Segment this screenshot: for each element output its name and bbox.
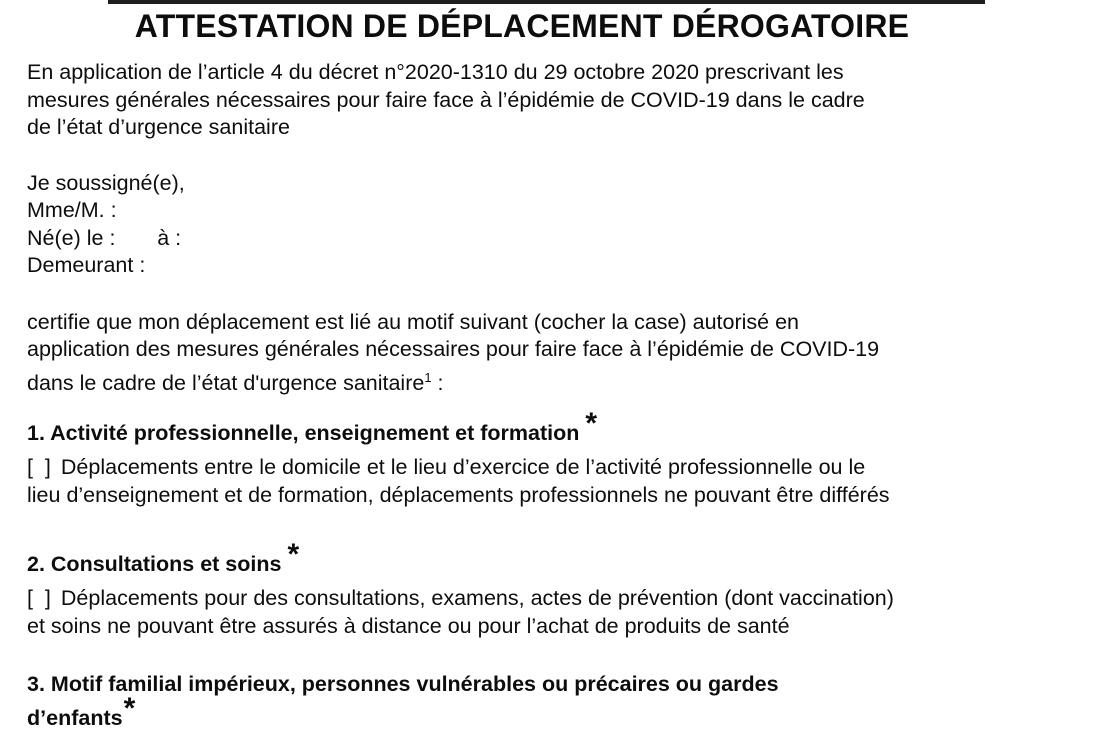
section-heading-text: 1. Activité professionnelle, enseignement et formation [27, 421, 580, 445]
section-motif-2 [27, 538, 1080, 640]
text-line [27, 585, 1080, 613]
text-segment: Déplacements entre le domicile et le lieu d’exercice de l’activité professionnelle ou le [60, 455, 866, 479]
certify-paragraph [27, 309, 1080, 398]
page-title: ATTESTATION DE DÉPLACEMENT DÉROGATOIRE [134, 8, 910, 44]
footnote-asterisk-icon: * [287, 538, 300, 571]
text-segment: : [431, 370, 444, 395]
section-heading-text: d’enfants [27, 706, 123, 730]
footnote-ref-1: 1 [424, 369, 432, 385]
cropped-content-artifact [108, 0, 985, 4]
section-heading [27, 407, 1080, 447]
section-heading [27, 692, 1080, 732]
text-segment: Déplacements pour des consultations, examens, actes de prévention (dont vaccination) [60, 586, 894, 610]
footnote-asterisk-icon: * [585, 407, 598, 440]
text-line: application des mesures générales nécessaires pour faire face à l’épidémie de COVID-19 [27, 337, 880, 361]
section-motif-3 [27, 670, 1080, 732]
text-line [27, 454, 1080, 482]
section-heading [27, 538, 1080, 578]
name-field-line: Mme/M. : [27, 198, 117, 222]
address-field-line: Demeurant : [27, 253, 146, 277]
text-line: certifie que mon déplacement est lié au motif suivant (cocher la case) autorisé en [27, 309, 800, 334]
text-line: de l’état d’urgence sanitaire [27, 115, 290, 139]
birth-field-line: Né(e) le : à : [27, 225, 182, 250]
text-line: mesures générales nécessaires pour faire face à l’épidémie de COVID-19 dans le cadre [27, 87, 865, 112]
identity-block [27, 170, 1080, 280]
section-body [27, 585, 1080, 640]
section-heading-text: 2. Consultations et soins [27, 552, 282, 576]
text-segment: dans le cadre de l’état d'urgence sanitaire [27, 370, 425, 395]
checkbox-motif-2[interactable]: [ ] [27, 586, 51, 610]
intro-paragraph [27, 59, 1080, 142]
footnote-asterisk-icon: * [123, 692, 136, 725]
je-soussigne-line: Je soussigné(e), [27, 170, 185, 195]
document-body [0, 59, 1100, 732]
text-line [27, 364, 1080, 398]
text-line: En application de l’article 4 du décret n°2020-1310 du 29 octobre 2020 prescrivant les [27, 60, 844, 84]
section-motif-1 [27, 407, 1080, 509]
text-line: et soins ne pouvant être assurés à distance ou pour l’achat de produits de santé [27, 613, 790, 638]
text-line: lieu d’enseignement et de formation, déplacements professionnels ne pouvant être différés [27, 482, 890, 507]
section-body [27, 454, 1080, 509]
checkbox-motif-1[interactable]: [ ] [27, 455, 51, 479]
section-heading: 3. Motif familial impérieux, personnes vulnérables ou précaires ou gardes [27, 672, 779, 696]
